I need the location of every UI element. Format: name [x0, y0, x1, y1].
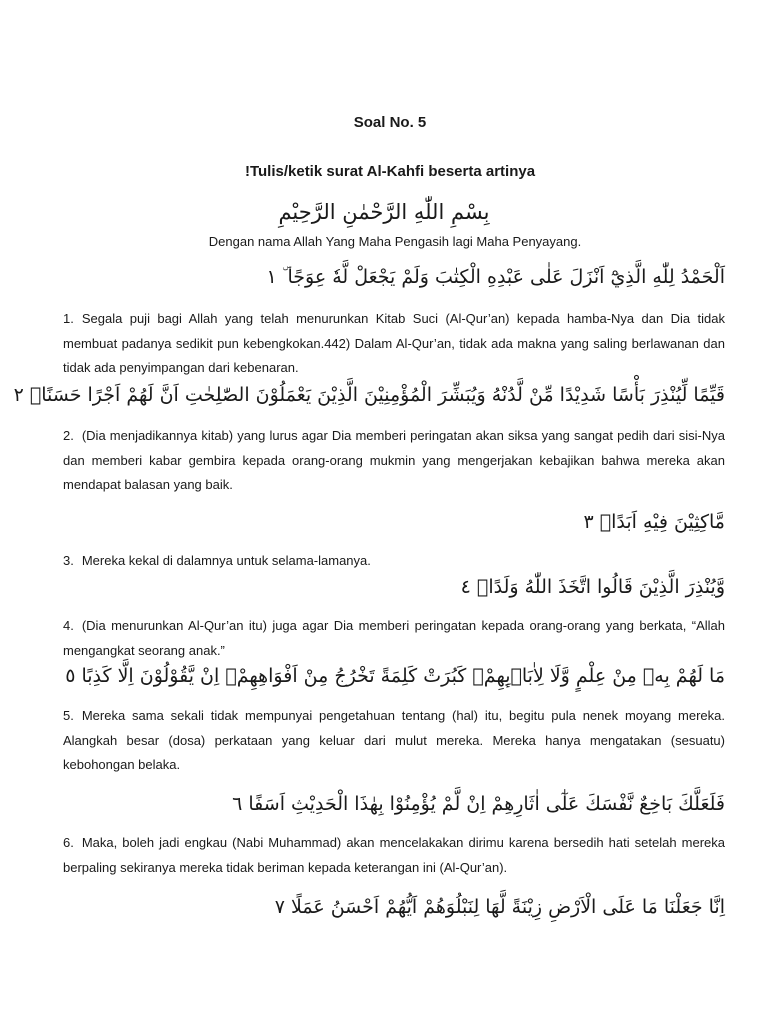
verse-4-text: (Dia menurunkan Al-Qur’an itu) juga agar Dia memberi peringatan kepada orang-orang yang berkata, “Allah mengangkat seorang anak.” [63, 618, 725, 658]
verse-2-text: (Dia menjadikannya kitab) yang lurus agar Dia memberi peringatan akan siksa yang sangat pedih dari sisi-Nya dan memberi kabar gembira kepada orang-orang mukmin yang mengerjakan kebajikan bahwa mereka akan mendapat balasan yang baik. [63, 428, 725, 492]
verse-1-arabic: اَلْحَمْدُ لِلّٰهِ الَّذِيْٓ اَنْزَلَ عَلٰى عَبْدِهِ الْكِتٰبَ وَلَمْ يَجْعَلْ لَّهٗ عِوَجًا ۜ ١ [266, 266, 725, 288]
verse-4-number: 4. [63, 618, 74, 633]
verse-4-arabic: وَّيُنْذِرَ الَّذِيْنَ قَالُوا اتَّخَذَ اللّٰهُ وَلَدًاۖ ٤ [460, 576, 725, 598]
verse-6-arabic: فَلَعَلَّكَ بَاخِعٌ نَّفْسَكَ عَلٰٓى اٰثَارِهِمْ اِنْ لَّمْ يُؤْمِنُوْا بِهٰذَا الْحَدِيْثِ اَسَفًا ٦ [232, 793, 725, 815]
verse-7-arabic: اِنَّا جَعَلْنَا مَا عَلَى الْاَرْضِ زِيْنَةً لَّهَا لِنَبْلُوَهُمْ اَيُّهُمْ اَحْسَنُ عَمَلًا ٧ [274, 896, 725, 918]
basmalah-translation: Dengan nama Allah Yang Maha Pengasih lagi Maha Penyayang. [208, 234, 582, 249]
verse-3-text: Mereka kekal di dalamnya untuk selama-lamanya. [81, 553, 371, 568]
verse-2-translation [63, 424, 725, 498]
verse-6-text: Maka, boleh jadi engkau (Nabi Muhammad) akan mencelakakan dirimu karena bersedih hati setelah mereka berpaling sekiranya mereka tidak beriman kepada keterangan ini (Al-Qur’an). [63, 835, 725, 875]
verse-2-arabic: قَيِّمًا لِّيُنْذِرَ بَأْسًا شَدِيْدًا مِّنْ لَّدُنْهُ وَيُبَشِّرَ الْمُؤْمِنِيْنَ الَّذِيْنَ يَعْمَلُوْنَ الصّٰلِحٰتِ اَنَّ لَهُمْ اَجْرًا حَسَنًاۙ ٢ [13, 384, 725, 406]
verse-6-translation [63, 831, 725, 880]
verse-1-text: Segala puji bagi Allah yang telah menurunkan Kitab Suci (Al-Qur’an) kepada hamba-Nya dan Dia tidak membuat padanya sedikit pun kebengkokan.442) Dalam Al-Qur’an, tidak ada makna yang saling berlawanan dan tidak ada penyimpangan dari kebenaran. [63, 311, 725, 375]
instruction-text: !Tulis/ketik surat Al-Kahfi beserta artinya [244, 163, 536, 180]
instruction-heading [6, 163, 768, 180]
verse-2-number: 2. [63, 428, 74, 443]
question-number-heading: Soal No. 5 [353, 114, 427, 131]
verse-5-translation [63, 704, 725, 778]
verse-5-number: 5. [63, 708, 74, 723]
verse-6-number: 6. [63, 835, 74, 850]
verse-3-arabic: مَّاكِثِيْنَ فِيْهِ اَبَدًاۙ ٣ [583, 511, 725, 533]
verse-5-arabic: مَا لَهُمْ بِهٖ مِنْ عِلْمٍ وَّلَا لِاٰبَاۤىِٕهِمْۗ كَبُرَتْ كَلِمَةً تَخْرُجُ مِنْ اَفْوَاهِهِمْۗ اِنْ يَّقُوْلُوْنَ اِلَّا كَذِبًا ٥ [65, 665, 725, 687]
verse-3-translation [63, 549, 725, 574]
verse-3-number: 3. [63, 553, 74, 568]
verse-5-text: Mereka sama sekali tidak mempunyai pengetahuan tentang (hal) itu, begitu pula nenek moyang mereka. Alangkah besar (dosa) perkataan yang keluar dari mulut mereka. Mereka hanya mengatakan (sesuatu) kebohongan belaka. [63, 708, 725, 772]
basmalah-arabic: بِسْمِ اللّٰهِ الرَّحْمٰنِ الرَّحِيْمِ [278, 200, 490, 224]
verse-1-translation [63, 307, 725, 381]
verse-1-number: 1. [63, 311, 74, 326]
verse-4-translation [63, 614, 725, 663]
